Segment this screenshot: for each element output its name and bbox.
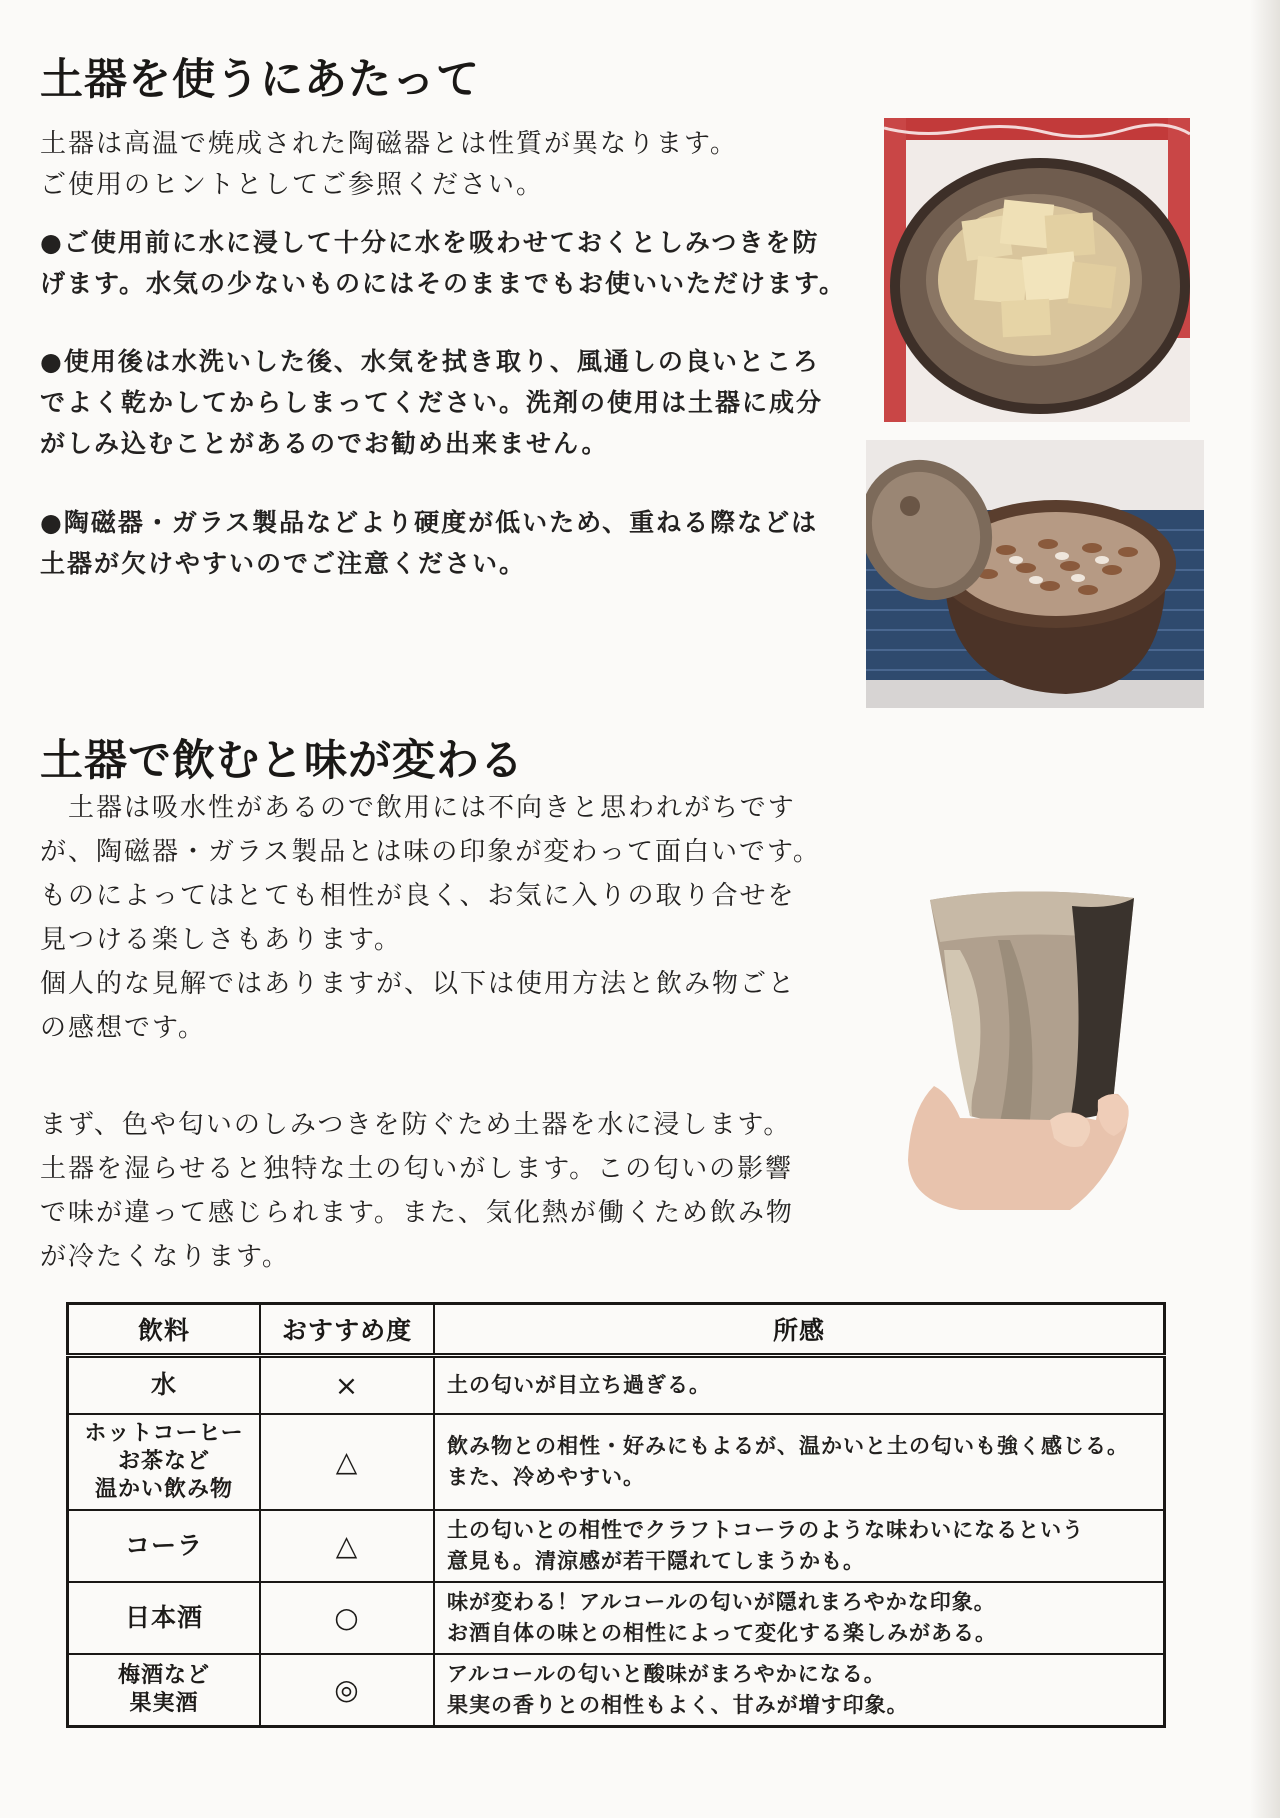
- drink-name: お茶など: [117, 1448, 210, 1474]
- intro-line: ご使用のヒントとしてご参照ください。: [40, 170, 545, 200]
- bullet-hardness: [40, 502, 860, 584]
- pot-illustration: [866, 440, 1204, 708]
- bullet-line: がしみ込むことがあるのでお勧め出来ません。: [40, 429, 609, 458]
- drink-name: コーラ: [124, 1530, 203, 1560]
- comment-line: 土の匂いが目立ち過ぎる。: [447, 1372, 711, 1397]
- table-row: [68, 1414, 1165, 1510]
- comment-cell: [434, 1356, 1165, 1414]
- intro-line: 見つける楽しさもあります。: [40, 925, 402, 955]
- drink-cell: [68, 1582, 261, 1654]
- usage-line: で味が違って感じられます。また、気化熱が働くため飲み物: [40, 1198, 794, 1228]
- table-row: [68, 1654, 1165, 1727]
- rating-cell: ×: [260, 1356, 434, 1414]
- drink-name: 水: [150, 1370, 177, 1400]
- rating-cell: △: [260, 1414, 434, 1510]
- comment-cell: [434, 1414, 1165, 1510]
- table-row: [68, 1510, 1165, 1582]
- section1-title: 土器を使うにあたって: [40, 55, 480, 105]
- header-comment: 所感: [434, 1304, 1165, 1356]
- comment-line: また、冷めやすい。: [447, 1464, 645, 1489]
- bullet-soak: [40, 222, 860, 304]
- drink-table: [66, 1302, 1166, 1728]
- cup-photo: [900, 880, 1140, 1215]
- intro-line: 個人的な見解ではありますが、以下は使用方法と飲み物ごと: [40, 969, 797, 999]
- drink-name: 温かい飲み物: [94, 1476, 233, 1502]
- rating-cell: △: [260, 1510, 434, 1582]
- intro-line: 土器は吸水性があるので飲用には不向きと思われがちです: [40, 793, 796, 823]
- bullet-line: ●使用後は水洗いした後、水気を拭き取り、風通しの良いところ: [40, 347, 820, 376]
- comment-cell: [434, 1582, 1165, 1654]
- usage-line: が冷たくなります。: [40, 1242, 290, 1272]
- table-header-row: [68, 1304, 1165, 1356]
- drink-cell: [68, 1654, 261, 1727]
- rating-cell: ○: [260, 1582, 434, 1654]
- comment-line: 味が変わる！アルコールの匂いが隠れまろやかな印象。: [447, 1589, 996, 1614]
- header-rating: おすすめ度: [260, 1304, 434, 1356]
- intro-line: の感想です。: [40, 1013, 206, 1043]
- intro-line: が、陶磁器・ガラス製品とは味の印象が変わって面白いです。: [40, 837, 821, 867]
- bullet-line: げます。水気の少ないものにはそのままでもお使いいただけます。: [40, 269, 847, 298]
- drink-name: 梅酒など: [117, 1662, 210, 1688]
- bullet-line: でよく乾かしてからしまってください。洗剤の使用は土器に成分: [40, 388, 824, 417]
- comment-cell: [434, 1510, 1165, 1582]
- comment-line: アルコールの匂いと酸味がまろやかになる。: [447, 1661, 886, 1686]
- drink-name: 日本酒: [124, 1602, 203, 1632]
- drink-cell: [68, 1510, 261, 1582]
- table-row: [68, 1582, 1165, 1654]
- comment-line: お酒自体の味との相性によって変化する楽しみがある。: [447, 1620, 997, 1645]
- bullet-line: ●ご使用前に水に浸して十分に水を吸わせておくとしみつきを防: [40, 228, 820, 257]
- usage-line: 土器を湿らせると独特な土の匂いがします。この匂いの影響: [40, 1154, 794, 1184]
- comment-line: 飲み物との相性・好みにもよるが、温かいと土の匂いも強く感じる。: [447, 1433, 1129, 1458]
- intro-line: ものによってはとても相性が良く、お気に入りの取り合せを: [40, 881, 796, 911]
- drink-cell: [68, 1356, 261, 1414]
- bullet-line: ●陶磁器・ガラス製品などより硬度が低いため、重ねる際などは: [40, 508, 819, 537]
- pot-photo: [866, 440, 1204, 708]
- page-edge: [1250, 0, 1280, 1818]
- rating-cell: ◎: [260, 1654, 434, 1727]
- section2-intro: [40, 786, 860, 1050]
- comment-line: 果実の香りとの相性もよく、甘みが増す印象。: [447, 1692, 909, 1717]
- comment-cell: [434, 1654, 1165, 1727]
- header-drink: 飲料: [68, 1304, 261, 1356]
- plate-illustration: [884, 118, 1190, 422]
- section2-usage: [40, 1103, 860, 1279]
- bullet-wash: [40, 341, 860, 464]
- bullet-line: 土器が欠けやすいのでご注意ください。: [40, 549, 527, 578]
- usage-line: まず、色や匂いのしみつきを防ぐため土器を水に浸します。: [40, 1110, 792, 1140]
- drink-name: 果実酒: [129, 1690, 199, 1716]
- intro-line: 土器は高温で焼成された陶磁器とは性質が異なります。: [40, 129, 738, 159]
- comment-line: 土の匂いとの相性でクラフトコーラのような味わいになるという: [447, 1517, 1085, 1542]
- drink-cell: [68, 1414, 261, 1510]
- table-row: [68, 1356, 1165, 1414]
- drink-name: ホットコーヒー: [84, 1420, 244, 1446]
- cup-illustration: [900, 880, 1140, 1215]
- section1-intro: [40, 124, 860, 206]
- section2-title: 土器で飲むと味が変わる: [40, 736, 524, 786]
- comment-line: 意見も。清涼感が若干隠れてしまうかも。: [447, 1548, 865, 1573]
- plate-photo: [884, 118, 1190, 422]
